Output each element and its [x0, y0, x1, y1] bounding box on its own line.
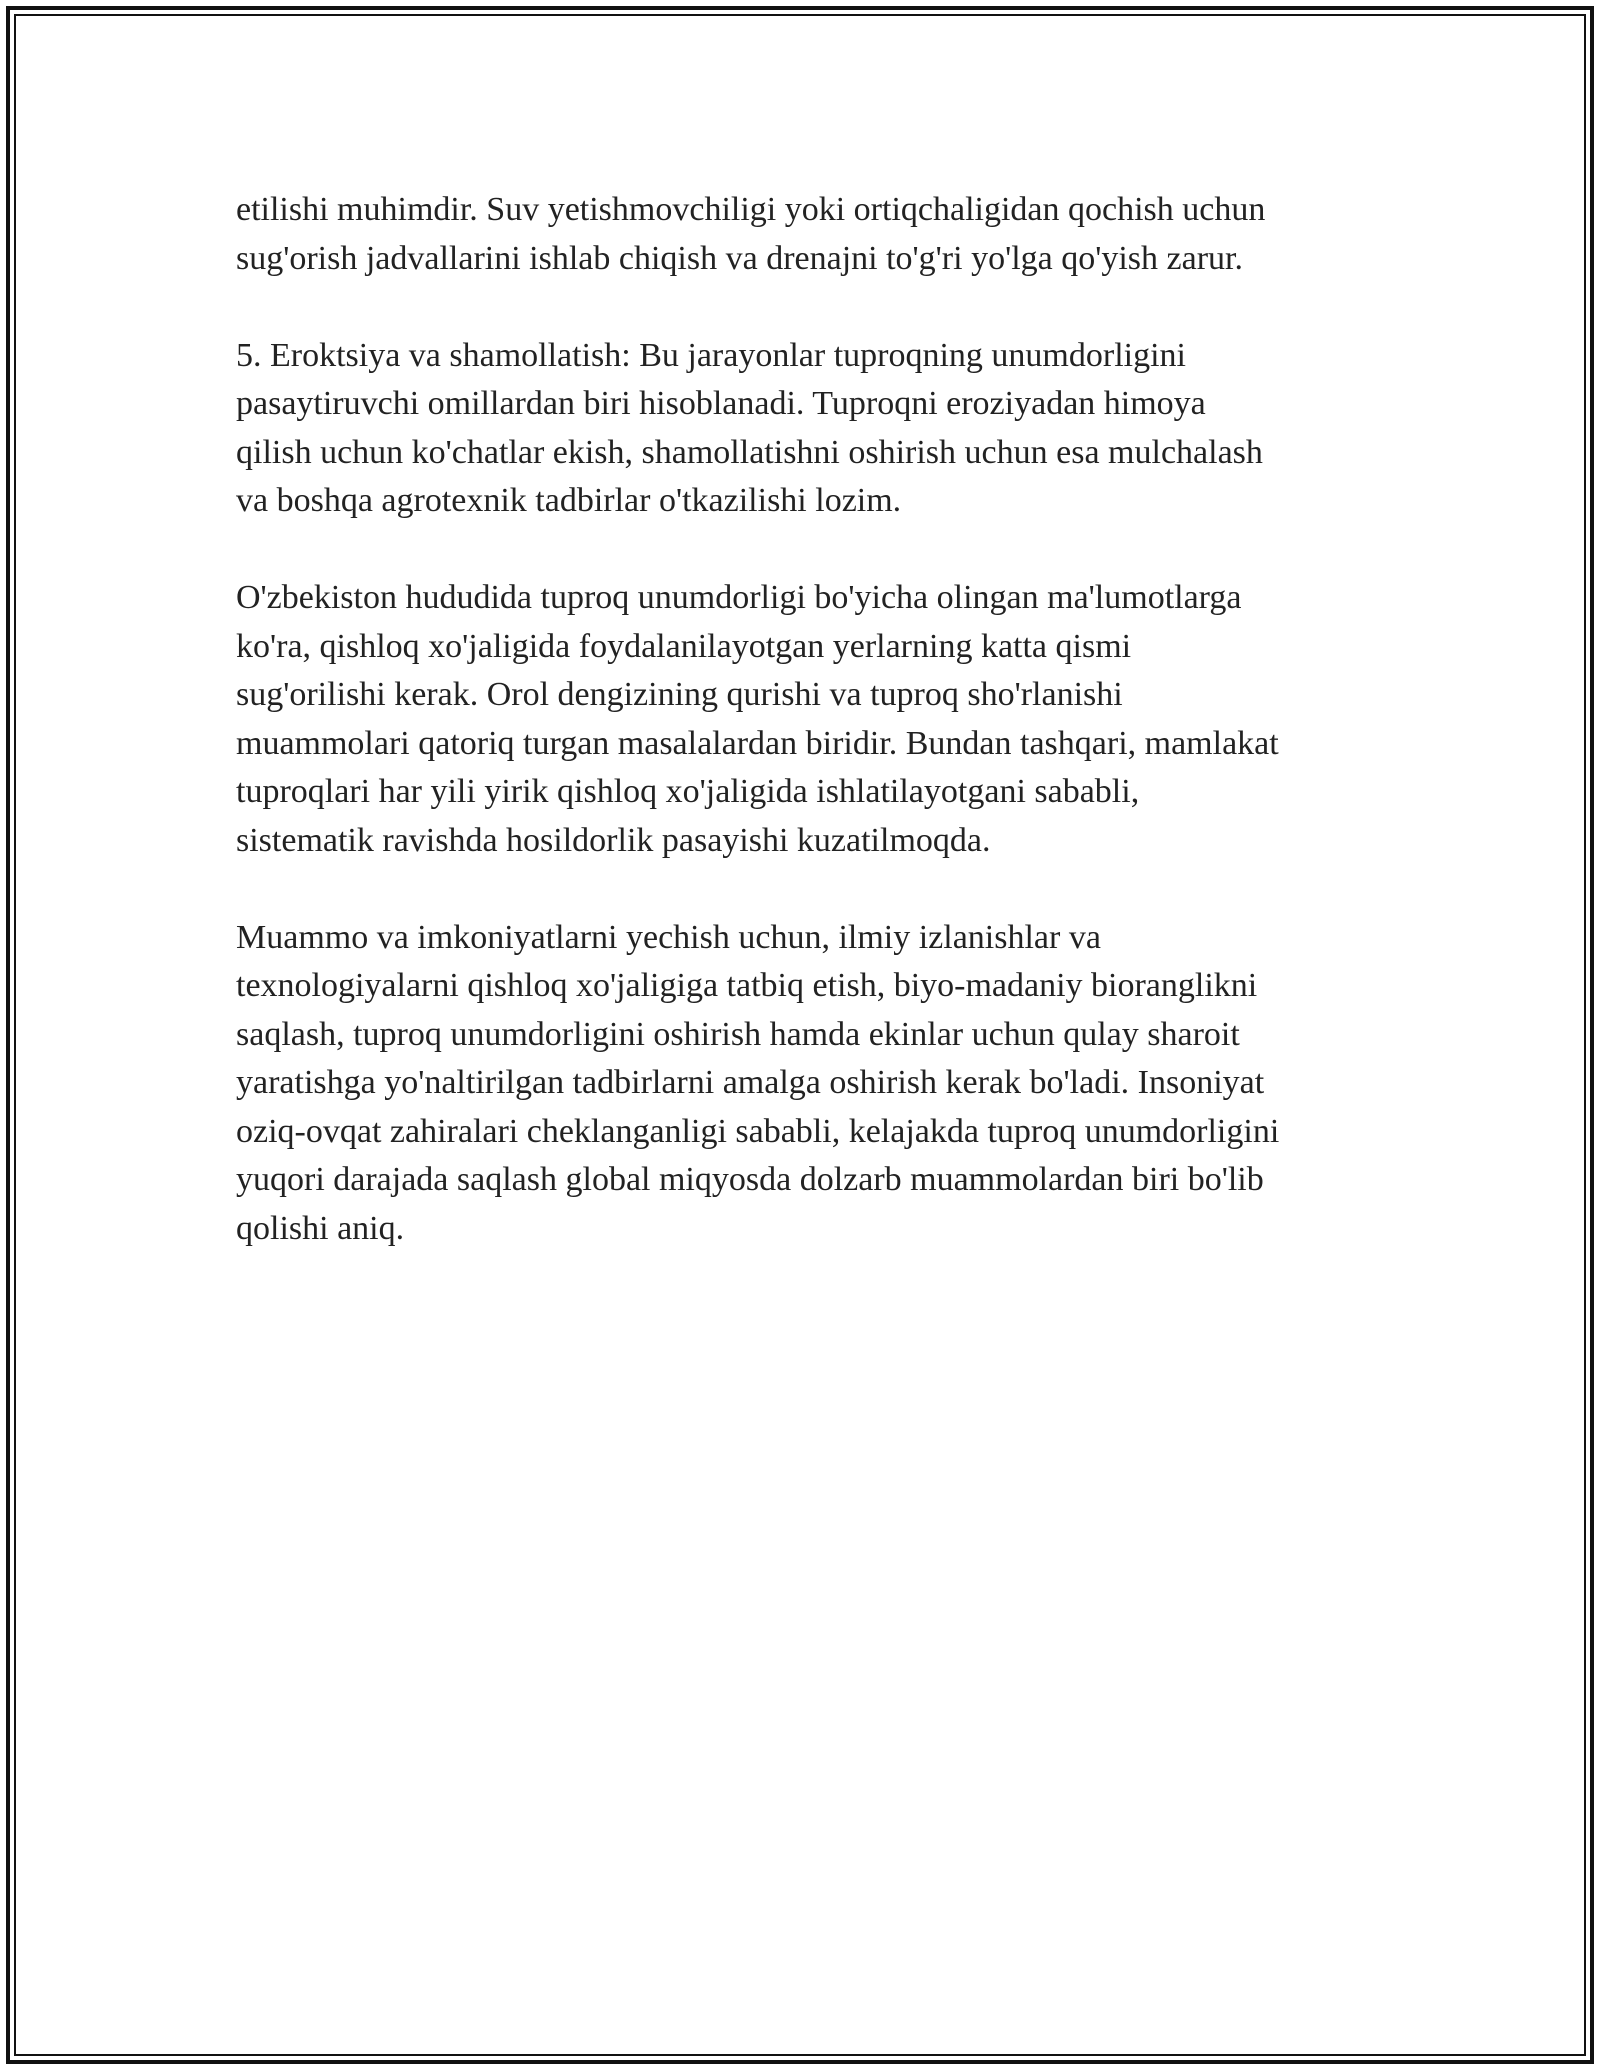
text-line: yuqori darajada saqlash global miqyosda dolzarb muammolardan biri bo'lib — [236, 1161, 1264, 1198]
text-line: Muammo va imkoniyatlarni yechish uchun, ilmiy izlanishlar va — [236, 918, 1101, 956]
text-line: sug'orilishi kerak. Orol dengizining qurishi va tuproq sho'rlanishi — [236, 676, 1123, 713]
paragraph-conclusion — [236, 914, 1386, 1254]
document-body — [236, 186, 1386, 1302]
text-line: etilishi muhimdir. Suv yetishmovchiligi yoki ortiqchaligidan qochish uchun — [236, 191, 1266, 228]
text-line: tuproqlari har yili yirik qishloq xo'jaligida ishlatilayotgani sababli, — [236, 773, 1140, 810]
text-line: sistematik ravishda hosildorlik pasayishi kuzatilmoqda. — [236, 821, 991, 859]
text-line: texnologiyalarni qishloq xo'jaligiga tatbiq etish, biyo-madaniy bioranglikni — [236, 967, 1258, 1004]
text-line: muammolari qatoriq turgan masalalardan biridir. Bundan tashqari, mamlakat — [236, 724, 1279, 762]
text-line: O'zbekiston hududida tuproq unumdorligi bo'yicha olingan ma'lumotlarga — [236, 579, 1242, 616]
text-line: saqlash, tuproq unumdorligini oshirish hamda ekinlar uchun qulay sharoit — [236, 1015, 1240, 1053]
paragraph-irrigation — [236, 186, 1386, 283]
text-line: yaratishga yo'naltirilgan tadbirlarni amalga oshirish kerak bo'ladi. Insoniyat — [236, 1064, 1265, 1101]
text-line: sug'orish jadvallarini ishlab chiqish va drenajni to'g'ri yo'lga qo'yish zarur. — [236, 239, 1243, 277]
text-line: qolishi aniq. — [236, 1209, 405, 1247]
text-line: va boshqa agrotexnik tadbirlar o'tkazilishi lozim. — [236, 482, 902, 519]
text-line: qilish uchun ko'chatlar ekish, shamollatishni oshirish uchun esa mulchalash — [236, 433, 1263, 471]
text-line: ko'ra, qishloq xo'jaligida foydalanilayotgan yerlarning katta qismi — [236, 627, 1132, 665]
paragraph-uzbekistan — [236, 574, 1386, 865]
text-line: 5. Eroktsiya va shamollatish: Bu jarayonlar tuproqning unumdorligini — [236, 336, 1186, 374]
text-line: pasaytiruvchi omillardan biri hisoblanadi. Tuproqni eroziyadan himoya — [236, 385, 1206, 422]
paragraph-erosion — [236, 332, 1386, 526]
text-line: oziq-ovqat zahiralari cheklanganligi sababli, kelajakda tuproq unumdorligini — [236, 1112, 1280, 1150]
